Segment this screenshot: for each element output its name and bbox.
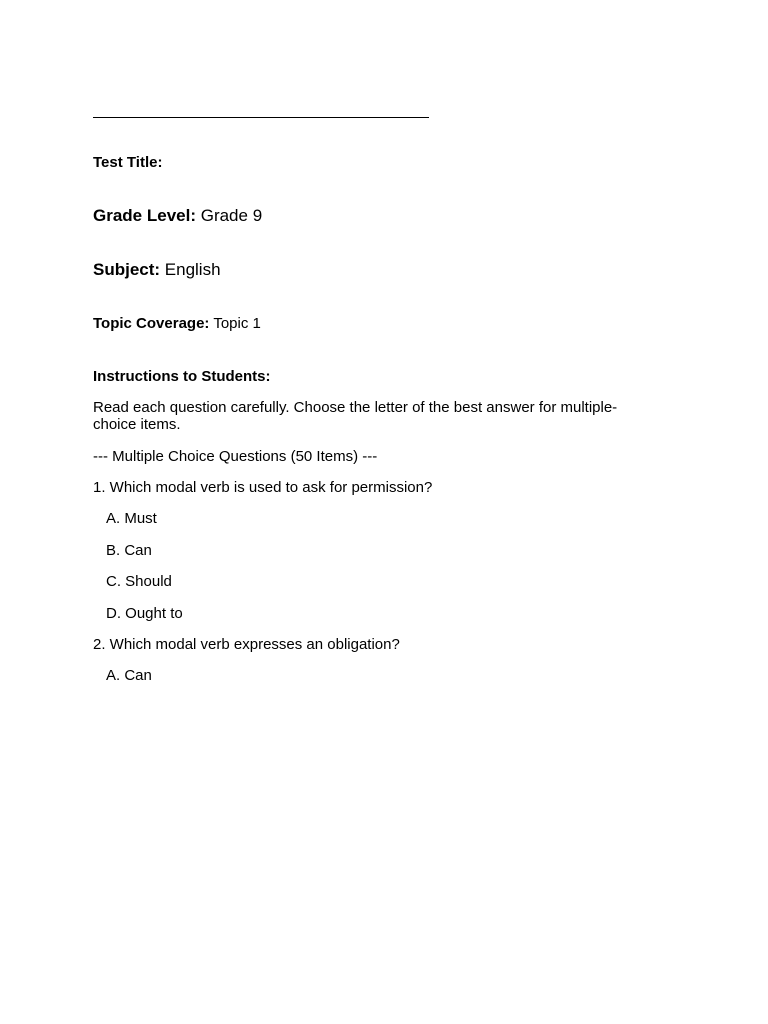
subject-value: English: [160, 260, 221, 279]
subject-line: [93, 260, 221, 280]
grade-level-label: Grade Level:: [93, 206, 196, 225]
question-1-option-a: A. Must: [106, 510, 157, 527]
name-blank-line: [93, 117, 429, 118]
section-heading: --- Multiple Choice Questions (50 Items) ---: [93, 448, 378, 465]
question-2-option-a: A. Can: [106, 667, 152, 684]
instructions-text: Read each question carefully. Choose the letter of the best answer for multiple-choice items.: [93, 399, 618, 433]
topic-coverage-line: [93, 315, 261, 332]
question-1-option-d: D. Ought to: [106, 605, 183, 622]
topic-coverage-label: Topic Coverage:: [93, 315, 210, 332]
test-title-label: Test Title:: [93, 154, 163, 171]
question-1-option-b: B. Can: [106, 542, 152, 559]
subject-label: Subject:: [93, 260, 161, 279]
question-1-option-c: C. Should: [106, 573, 172, 590]
topic-coverage-value: Topic 1: [209, 315, 261, 332]
grade-level-line: [93, 206, 262, 226]
question-1-text: 1. Which modal verb is used to ask for permission?: [93, 479, 433, 496]
instructions-heading: Instructions to Students:: [93, 368, 271, 385]
question-2-text: 2. Which modal verb expresses an obligation?: [93, 636, 400, 653]
grade-level-value: Grade 9: [196, 206, 263, 225]
